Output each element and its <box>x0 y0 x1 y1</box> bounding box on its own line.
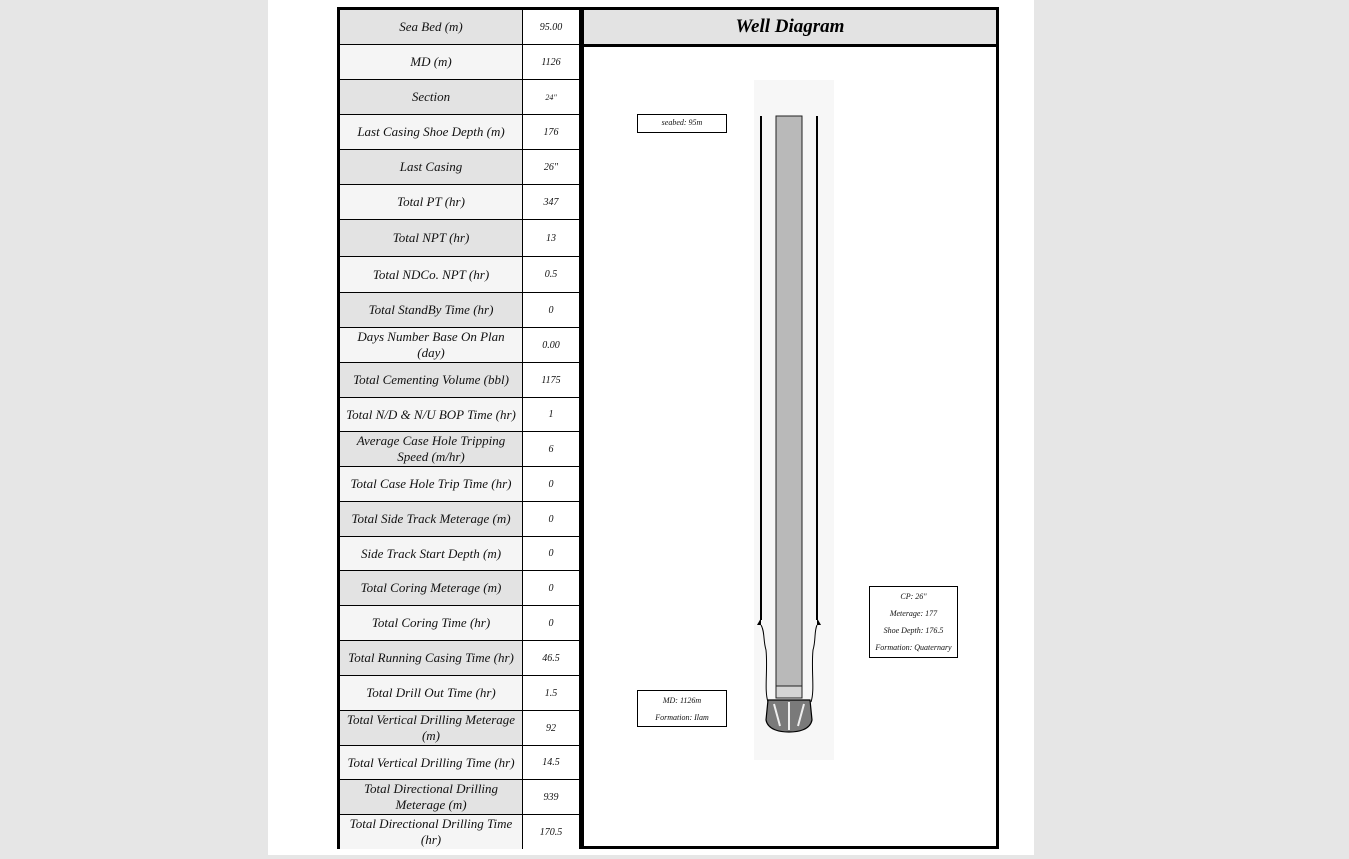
row-value: 1126 <box>523 45 579 79</box>
table-row <box>340 606 579 641</box>
bit-sub <box>776 686 802 698</box>
table-row <box>340 363 579 398</box>
table-row <box>340 641 579 676</box>
row-value: 13 <box>523 220 579 256</box>
casing-shoe-depth: Shoe Depth: 176.5 <box>883 626 944 635</box>
row-label: Total Cementing Volume (bbl) <box>340 363 523 397</box>
table-row <box>340 815 579 849</box>
row-label: Total Directional Drilling Meterage (m) <box>340 780 523 814</box>
row-label: Days Number Base On Plan (day) <box>340 328 523 362</box>
table-row <box>340 571 579 606</box>
row-value: 170.5 <box>523 815 579 849</box>
row-label: Last Casing <box>340 150 523 184</box>
row-value: 46.5 <box>523 641 579 675</box>
row-label: Total NDCo. NPT (hr) <box>340 257 523 292</box>
row-label: Total StandBy Time (hr) <box>340 293 523 327</box>
row-label: Total N/D & N/U BOP Time (hr) <box>340 398 523 431</box>
row-value: 0 <box>523 467 579 501</box>
table-row <box>340 746 579 780</box>
casing-cp: CP: 26" <box>900 592 927 601</box>
casing-formation: Formation: Quaternary <box>875 643 952 652</box>
row-value: 6 <box>523 432 579 466</box>
bottom-md: MD: 1126m <box>662 696 702 705</box>
row-label: Total PT (hr) <box>340 185 523 219</box>
bottom-info-box <box>637 690 727 727</box>
table-row <box>340 676 579 711</box>
row-label: Sea Bed (m) <box>340 10 523 44</box>
well-diagram-panel <box>581 7 999 849</box>
table-row <box>340 328 579 363</box>
row-value: 1 <box>523 398 579 431</box>
well-schematic <box>754 80 834 770</box>
table-row <box>340 115 579 150</box>
row-label: Total Coring Time (hr) <box>340 606 523 640</box>
row-value: 0 <box>523 537 579 570</box>
row-label: Total Vertical Drilling Meterage (m) <box>340 711 523 745</box>
table-row <box>340 10 579 45</box>
casing-info-box <box>869 586 958 658</box>
table-row <box>340 432 579 467</box>
row-value: 14.5 <box>523 746 579 779</box>
table-row <box>340 502 579 537</box>
table-row <box>340 711 579 746</box>
row-label: Last Casing Shoe Depth (m) <box>340 115 523 149</box>
table-row <box>340 80 579 115</box>
table-row <box>340 780 579 815</box>
bottom-formation: Formation: Ilam <box>655 713 709 722</box>
row-label: Total Coring Meterage (m) <box>340 571 523 605</box>
row-value: 0 <box>523 502 579 536</box>
row-label: Total Running Casing Time (hr) <box>340 641 523 675</box>
well-summary-table <box>337 7 581 849</box>
table-row <box>340 185 579 220</box>
row-value: 0.00 <box>523 328 579 362</box>
seabed-label: seabed: 95m <box>661 118 703 127</box>
diagram-title: Well Diagram <box>584 10 996 47</box>
table-row <box>340 398 579 432</box>
drill-string <box>776 116 802 686</box>
row-label: Section <box>340 80 523 114</box>
row-value: 0.5 <box>523 257 579 292</box>
row-value: 176 <box>523 115 579 149</box>
row-label: Total Case Hole Trip Time (hr) <box>340 467 523 501</box>
table-row <box>340 293 579 328</box>
row-value: 347 <box>523 185 579 219</box>
row-value: 0 <box>523 571 579 605</box>
row-value: 92 <box>523 711 579 745</box>
row-label: Total Vertical Drilling Time (hr) <box>340 746 523 779</box>
row-value: 24" <box>523 80 579 114</box>
row-value: 95.00 <box>523 10 579 44</box>
row-value: 1.5 <box>523 676 579 710</box>
row-value: 939 <box>523 780 579 814</box>
row-value: 0 <box>523 606 579 640</box>
row-label: Total NPT (hr) <box>340 220 523 256</box>
row-value: 1175 <box>523 363 579 397</box>
row-label: Total Drill Out Time (hr) <box>340 676 523 710</box>
row-label: Side Track Start Depth (m) <box>340 537 523 570</box>
row-label: Total Directional Drilling Time (hr) <box>340 815 523 849</box>
seabed-label-box <box>637 114 727 133</box>
row-label: Average Case Hole Tripping Speed (m/hr) <box>340 432 523 466</box>
table-row <box>340 537 579 571</box>
casing-meterage: Meterage: 177 <box>889 609 938 618</box>
row-value: 26" <box>523 150 579 184</box>
table-row <box>340 257 579 293</box>
table-row <box>340 467 579 502</box>
table-row <box>340 45 579 80</box>
table-row <box>340 220 579 257</box>
row-label: MD (m) <box>340 45 523 79</box>
row-label: Total Side Track Meterage (m) <box>340 502 523 536</box>
table-row <box>340 150 579 185</box>
row-value: 0 <box>523 293 579 327</box>
